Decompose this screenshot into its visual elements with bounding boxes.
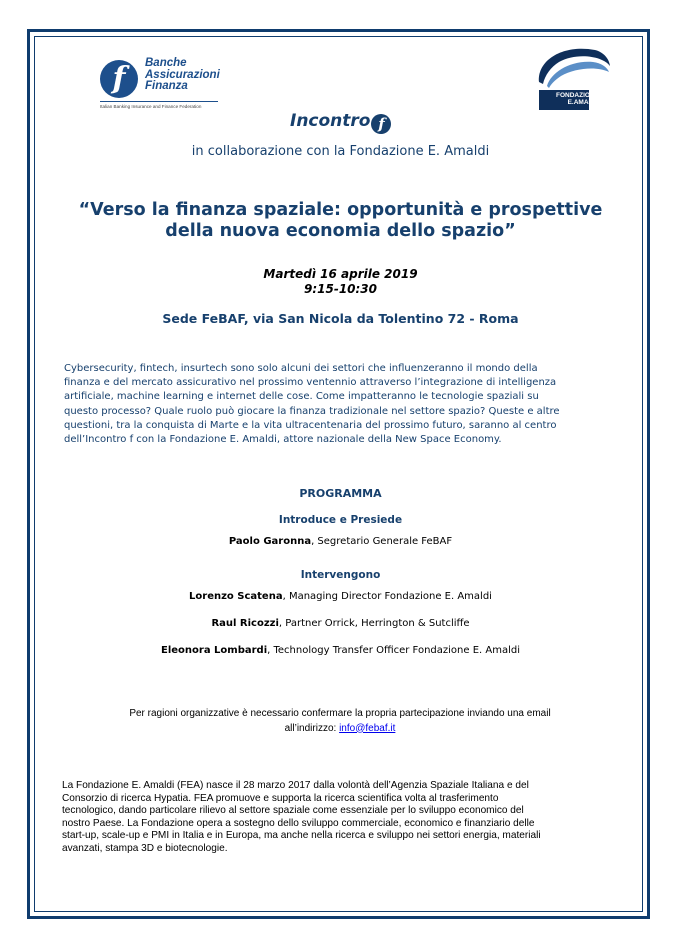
intro-line: questioni, tra la conquista di Marte e la vita ultracentenaria del prossimo futuro, saranno al centro bbox=[64, 419, 557, 431]
amaldi-logo-line-1: FONDAZIONE bbox=[556, 92, 599, 99]
about-line: Consorzio di ricerca Hypatia. FEA promuove e supporta la ricerca scientifica volta al trasferimento bbox=[62, 792, 499, 804]
speaker-name: Eleonora Lombardi bbox=[160, 645, 268, 656]
programme-heading: PROGRAMMA bbox=[299, 487, 382, 500]
intro-paragraph bbox=[64, 362, 616, 447]
about-line: tecnologico, dando particolare rilievo al settore spaziale come essenziale per lo sviluppo economico del bbox=[62, 805, 524, 817]
speakers-role-heading: Intervengono bbox=[300, 569, 381, 581]
rsvp-note bbox=[64, 707, 616, 736]
speaker-name: Raul Ricozzi bbox=[211, 618, 279, 629]
intro-line: dell’Incontro f con la Fondazione E. Amaldi, attore nazionale della New Space Economy. bbox=[64, 434, 502, 446]
event-venue: Sede FeBAF, via San Nicola da Tolentino 72 - Roma bbox=[162, 311, 519, 326]
rsvp-line-2 bbox=[64, 722, 616, 737]
event-title-line-2: della nuova economia dello spazio” bbox=[165, 221, 516, 241]
febaf-logo bbox=[96, 56, 236, 114]
intro-line: questo processo? Quale ruolo può giocare la finanza tradizionale nel settore spazio? Queste e altre bbox=[64, 405, 560, 417]
rsvp-prefix: all’indirizzo: bbox=[284, 722, 340, 734]
event-date-time bbox=[0, 267, 681, 297]
speaker-title: , Technology Transfer Officer Fondazione E. Amaldi bbox=[267, 645, 520, 656]
amaldi-swoosh-icon bbox=[533, 42, 611, 90]
about-line: start-up, scale-up e PMI in Italia e in Europa, ma anche nella ricerca e sviluppo nei settori energia, materiali bbox=[62, 830, 541, 842]
speaker-entry bbox=[0, 645, 681, 656]
event-date: Martedì 16 aprile 2019 bbox=[263, 267, 418, 281]
collaboration-line: in collaborazione con la Fondazione E. Amaldi bbox=[191, 144, 490, 159]
event-title bbox=[0, 200, 681, 242]
about-line: La Fondazione E. Amaldi (FEA) nasce il 28 marzo 2017 dalla volontà dell’Agenzia Spaziale Italiana e del bbox=[62, 780, 529, 791]
speaker-name: Paolo Garonna bbox=[228, 536, 312, 547]
speaker-name: Lorenzo Scatena bbox=[189, 591, 283, 602]
incontro-f-brand bbox=[290, 111, 391, 134]
speaker-title: , Partner Orrick, Herrington & Sutcliffe bbox=[278, 618, 470, 629]
intro-line: Cybersecurity, fintech, insurtech sono solo alcuni dei settori che influenzeranno il mondo della bbox=[64, 363, 538, 374]
rsvp-email-link[interactable]: info@febaf.it bbox=[339, 722, 396, 734]
speaker-title: , Managing Director Fondazione E. Amaldi bbox=[282, 591, 492, 602]
incontro-label: Incontro bbox=[290, 111, 371, 131]
febaf-logo-word-1: Banche bbox=[145, 57, 187, 69]
intro-line: artificiale, machine learning e internet delle cose. Come impatteranno le tecnologie spaziali su bbox=[64, 391, 539, 403]
about-fondazione-paragraph bbox=[62, 780, 610, 856]
about-line: avanzati, stampa 3D e biotecnologie. bbox=[62, 842, 228, 854]
speaker-title: , Segretario Generale FeBAF bbox=[311, 536, 453, 547]
febaf-f-icon: f bbox=[100, 60, 138, 98]
event-time: 9:15-10:30 bbox=[303, 282, 378, 296]
febaf-logo-subtitle: Italian Banking Insurance and Finance Federation bbox=[100, 104, 202, 109]
chair-role-heading: Introduce e Presiede bbox=[278, 514, 403, 526]
chair-entry bbox=[0, 536, 681, 547]
speaker-entry bbox=[0, 591, 681, 602]
incontro-f-icon: f bbox=[371, 114, 391, 134]
speaker-entry bbox=[0, 618, 681, 629]
about-line: nostro Paese. La Fondazione opera a sostegno dello sviluppo commerciale, economico e finanziario delle bbox=[62, 817, 535, 829]
amaldi-logo-line-2: E.AMALDI bbox=[567, 99, 599, 106]
event-title-line-1: “Verso la finanza spaziale: opportunità e prospettive bbox=[78, 200, 603, 220]
febaf-logo-word-3: Finanza bbox=[145, 80, 188, 92]
febaf-logo-word-2: Assicurazioni bbox=[145, 68, 220, 81]
febaf-logo-rule bbox=[100, 101, 218, 102]
intro-line: finanza e del mercato assicurativo nel prossimo ventennio attraverso l’integrazione di intelligenza bbox=[64, 377, 557, 389]
amaldi-logo bbox=[533, 42, 611, 112]
rsvp-line-1: Per ragioni organizzative è necessario confermare la propria partecipazione inviando una email bbox=[129, 708, 551, 719]
